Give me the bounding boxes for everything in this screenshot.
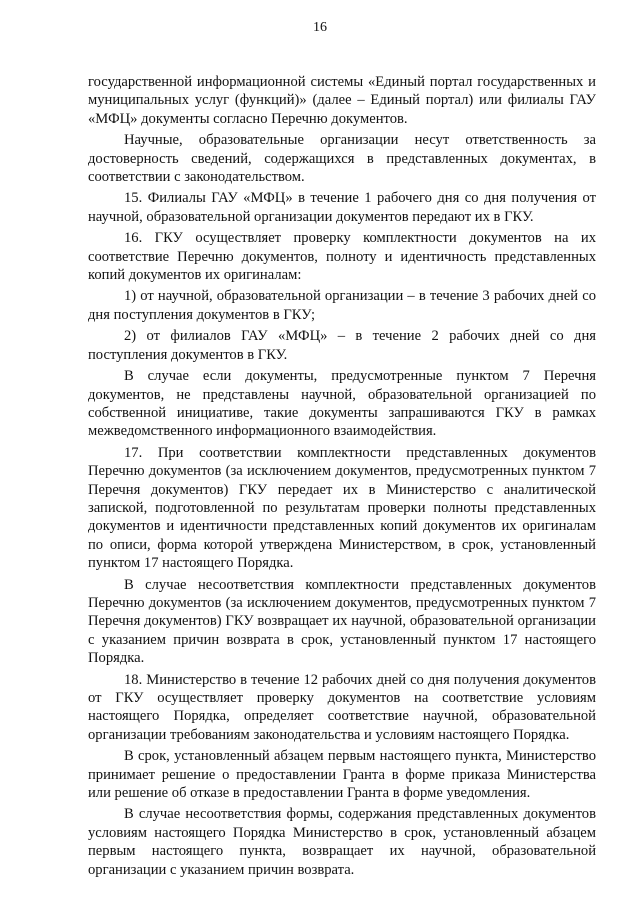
document-body (88, 73, 596, 879)
paragraph-return-nonconformity: В случае несоответствия формы, содержания представленных документов условиям настоящего Порядка Министерство в срок, установленный абзацем первым настоящего пункта, возвращает их научной, образовательной организации с указанием причин возврата. (88, 806, 596, 878)
paragraph-interagency-request: В случае если документы, предусмотренные пунктом 7 Перечня документов, не представлены научной, образовательной организацией по собственной инициативе, такие документы запрашиваются ГКУ в рамках межведомственного информационного взаимодействия. (88, 368, 596, 440)
paragraph-subitem-1: 1) от научной, образовательной организации – в течение 3 рабочих дней со дня поступления документов в ГКУ; (88, 288, 596, 323)
paragraph-responsibility: Научные, образовательные организации несут ответственность за достоверность сведений, содержащихся в представленных документах, в соответствии с законодательством. (88, 132, 596, 186)
paragraph-continuation: государственной информационной системы «Единый портал государственных и муниципальных услуг (функций)» (далее – Единый портал) или филиалы ГАУ «МФЦ» документы согласно Перечню документов. (88, 74, 596, 127)
paragraph-item-15: 15. Филиалы ГАУ «МФЦ» в течение 1 рабочего дня со дня получения от научной, образовательной организации документов передают их в ГКУ. (88, 190, 596, 225)
paragraph-decision: В срок, установленный абзацем первым настоящего пункта, Министерство принимает решение о предоставлении Гранта в форме приказа Министерства или решение об отказе в предоставлении Гранта в форме уведомления. (88, 748, 596, 802)
page-number: 16 (313, 20, 327, 35)
paragraph-subitem-2: 2) от филиалов ГАУ «МФЦ» – в течение 2 рабочих дней со дня поступления документов в ГКУ. (88, 328, 596, 363)
paragraph-return-incomplete: В случае несоответствия комплектности представленных документов Перечню документов (за исключением документов, предусмотренных пунктом 7 Перечня документов) ГКУ возвращает их научной, образовательной организации с указанием причин возврата в срок, установленный пунктом 17 настоящего Порядка. (88, 576, 596, 667)
paragraph-item-16: 16. ГКУ осуществляет проверку комплектности документов на их соответствие Перечню документов, полноту и идентичность представленных копий документов их оригиналам: (88, 230, 596, 284)
paragraph-item-17: 17. При соответствии комплектности представленных документов Перечню документов (за исключением документов, предусмотренных пунктом 7 Перечня документов) ГКУ передает их в Министерство с аналитической запиской, подготовленной по результатам проверки полноты представленных документов и идентичности представленных копий документов их оригиналам по описи, форма которой утверждена Министерством, в срок, установленный пунктом 17 настоящего Порядка. (88, 444, 596, 572)
paragraph-item-18: 18. Министерство в течение 12 рабочих дней со дня получения документов от ГКУ осуществляет проверку документов на соответствие условиям настоящего Порядка, определяет соответствие научной, образовательной организации требованиям законодательства и условиям настоящего Порядка. (88, 671, 596, 743)
